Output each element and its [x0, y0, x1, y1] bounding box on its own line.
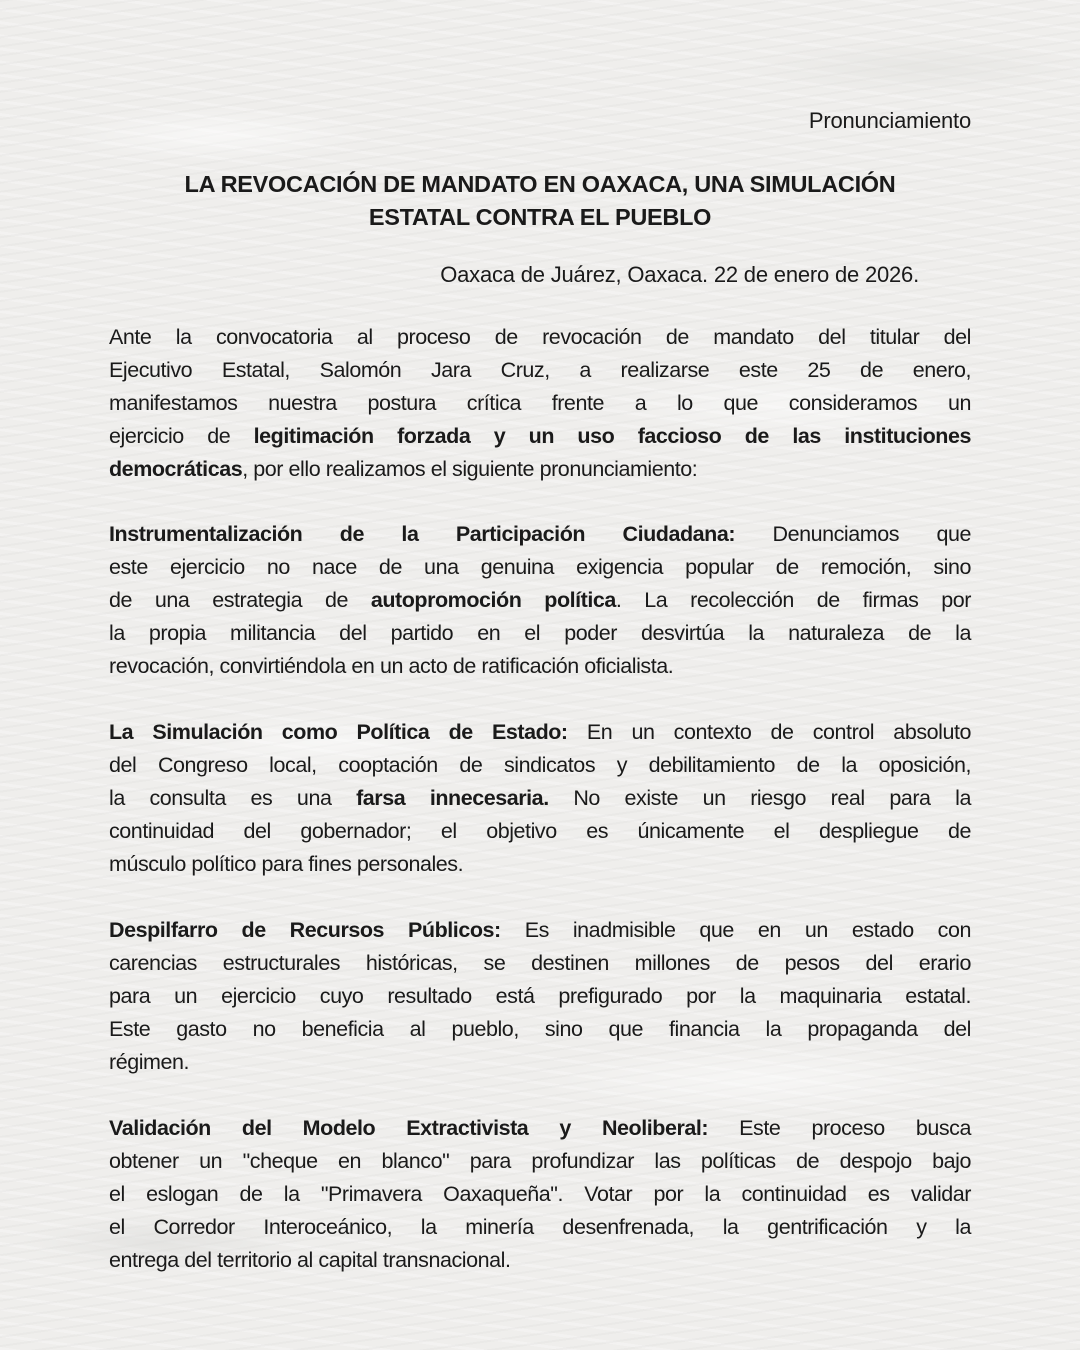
point-heading: Despilfarro de Recursos Públicos:: [109, 918, 501, 942]
point-heading: Instrumentalización de la Participación Ciudadana:: [109, 522, 736, 546]
text-run: de una estrategia de: [109, 588, 371, 612]
document-label: Pronunciamiento: [808, 108, 971, 133]
text-line: [109, 914, 971, 947]
document-title: [0, 168, 1080, 234]
text-line: Este gasto no beneficia al pueblo, sino que financia la propaganda del: [109, 1017, 971, 1041]
text-line: [109, 782, 971, 815]
text-line: [109, 453, 971, 486]
emphasis: democráticas: [109, 457, 243, 481]
text-line: [109, 420, 971, 453]
point-3-paragraph: [109, 914, 971, 1079]
dateline: Oaxaca de Juárez, Oaxaca. 22 de enero de 2026.: [440, 262, 919, 287]
text-line: [109, 518, 971, 551]
text-run: , por ello realizamos el siguiente pronunciamiento:: [242, 457, 698, 481]
text-line: régimen.: [109, 1050, 190, 1074]
point-4-paragraph: [109, 1112, 971, 1277]
text-run: Es inadmisible que en un estado con: [500, 918, 971, 942]
text-line: entrega del territorio al capital transnacional.: [109, 1248, 511, 1272]
emphasis: autopromoción política: [370, 588, 616, 612]
text-line: músculo político para fines personales.: [109, 852, 464, 876]
text-line: Ante la convocatoria al proceso de revocación de mandato del titular del: [109, 325, 971, 349]
text-run: la consulta es una: [109, 786, 357, 810]
intro-paragraph: [109, 321, 971, 486]
emphasis: farsa innecesaria.: [356, 786, 549, 810]
text-line: obtener un "cheque en blanco" para profundizar las políticas de despojo bajo: [109, 1149, 971, 1173]
text-line: continuidad del gobernador; el objetivo es únicamente el despliegue de: [109, 819, 971, 843]
title-line-2: ESTATAL CONTRA EL PUEBLO: [368, 204, 712, 230]
text-run: . La recolección de firmas por: [615, 588, 971, 612]
text-line: revocación, convirtiéndola en un acto de ratificación oficialista.: [109, 654, 674, 678]
point-2-paragraph: [109, 716, 971, 881]
text-line: del Congreso local, cooptación de sindicatos y debilitamiento de la oposición,: [109, 753, 971, 777]
text-line: Ejecutivo Estatal, Salomón Jara Cruz, a realizarse este 25 de enero,: [109, 358, 971, 382]
text-line: este ejercicio no nace de una genuina exigencia popular de remoción, sino: [109, 555, 971, 579]
text-line: manifestamos nuestra postura crítica frente a lo que consideramos un: [109, 391, 971, 415]
text-run: En un contexto de control absoluto: [567, 720, 971, 744]
text-run: No existe un riesgo real para la: [548, 786, 971, 810]
point-heading: La Simulación como Política de Estado:: [109, 720, 568, 744]
text-line: el eslogan de la "Primavera Oaxaqueña". Votar por la continuidad es validar: [109, 1182, 971, 1206]
text-run: Denunciamos que: [735, 522, 971, 546]
text-line: [109, 584, 971, 617]
text-line: [109, 1112, 971, 1145]
text-run: Este proceso busca: [708, 1116, 971, 1140]
text-line: el Corredor Interoceánico, la minería desenfrenada, la gentrificación y la: [109, 1215, 971, 1239]
text-run: ejercicio de: [109, 424, 254, 448]
point-1-paragraph: [109, 518, 971, 683]
title-line-1: LA REVOCACIÓN DE MANDATO EN OAXACA, UNA SIMULACIÓN: [184, 171, 896, 197]
text-line: carencias estructurales históricas, se destinen millones de pesos del erario: [109, 951, 971, 975]
text-line: la propia militancia del partido en el poder desvirtúa la naturaleza de la: [109, 621, 971, 645]
text-line: para un ejercicio cuyo resultado está prefigurado por la maquinaria estatal.: [109, 984, 971, 1008]
point-heading: Validación del Modelo Extractivista y Neoliberal:: [109, 1116, 709, 1140]
emphasis: legitimación forzada y un uso faccioso de las instituciones: [253, 424, 972, 448]
text-line: [109, 716, 971, 749]
